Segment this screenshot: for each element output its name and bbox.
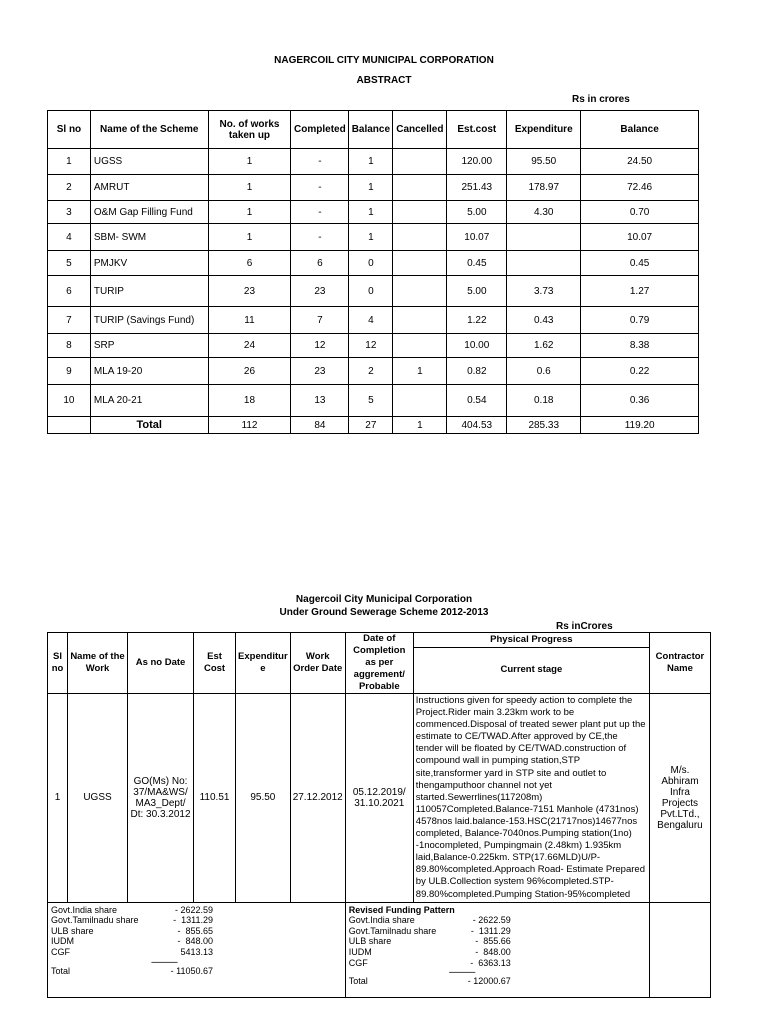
cell-balance-amount: 10.07 bbox=[581, 224, 699, 251]
ugss-header-sl: Sl no bbox=[48, 633, 68, 694]
funding-item bbox=[51, 905, 342, 916]
cell-works: 23 bbox=[208, 276, 291, 307]
cell-works: 1 bbox=[208, 175, 291, 201]
ugss-header-expenditure: Expenditur e bbox=[236, 633, 291, 694]
cell-completed: 6 bbox=[291, 251, 349, 276]
cell-name: MLA 19-20 bbox=[90, 358, 208, 385]
revised-item-value: - 848.00 bbox=[475, 946, 511, 957]
ugss-as-no: GO(Ms) No: 37/MA&WS/ MA3_Dept/ Dt: 30.3.2012 bbox=[128, 694, 194, 903]
revised-funding-title: Revised Funding Pattern bbox=[348, 904, 455, 915]
ugss-header-as-no: As no Date bbox=[128, 633, 194, 694]
cell-works: 1 bbox=[208, 224, 291, 251]
ugss-expenditure: 95.50 bbox=[236, 694, 291, 903]
revised-item-label: IUDM bbox=[348, 946, 372, 957]
cell-expenditure: 3.73 bbox=[507, 276, 581, 307]
revised-item bbox=[349, 926, 646, 937]
cell-est-cost: 251.43 bbox=[447, 175, 507, 201]
cell-balance-amount: 0.45 bbox=[581, 251, 699, 276]
revised-total-label: Total bbox=[348, 976, 368, 987]
cell-cancelled bbox=[393, 307, 447, 334]
cell-cancelled bbox=[393, 149, 447, 175]
cell-balance-amount: 0.70 bbox=[581, 201, 699, 224]
cell-balance-amount: 72.46 bbox=[581, 175, 699, 201]
cell-est-cost: 0.54 bbox=[447, 385, 507, 417]
funding-pattern bbox=[48, 902, 346, 997]
cell-cancelled bbox=[393, 175, 447, 201]
cell-sl: 8 bbox=[48, 334, 91, 358]
cell-est-cost: 120.00 bbox=[447, 149, 507, 175]
abstract-table bbox=[47, 110, 699, 434]
header-scheme: Name of the Scheme bbox=[90, 111, 208, 149]
total-balance: 27 bbox=[349, 417, 393, 434]
cell-sl: 4 bbox=[48, 224, 91, 251]
cell-completed: 13 bbox=[291, 385, 349, 417]
cell-balance: 2 bbox=[349, 358, 393, 385]
cell-works: 6 bbox=[208, 251, 291, 276]
revised-item bbox=[349, 915, 646, 926]
cell-expenditure: 95.50 bbox=[507, 149, 581, 175]
cell-est-cost: 10.00 bbox=[447, 334, 507, 358]
cell-sl: 3 bbox=[48, 201, 91, 224]
cell-expenditure bbox=[507, 251, 581, 276]
cell-sl: 1 bbox=[48, 149, 91, 175]
cell-name: UGSS bbox=[90, 149, 208, 175]
cell-balance: 0 bbox=[349, 276, 393, 307]
ugss-work-order: 27.12.2012 bbox=[290, 694, 345, 903]
cell-cancelled bbox=[393, 201, 447, 224]
funding-item-label: Govt.India share bbox=[51, 904, 118, 915]
total-label: Total bbox=[90, 417, 208, 434]
cell-cancelled bbox=[393, 224, 447, 251]
revised-item-label: Govt.India share bbox=[348, 915, 415, 926]
header-balance: Balance bbox=[349, 111, 393, 149]
cell-sl: 2 bbox=[48, 175, 91, 201]
abstract-row bbox=[48, 334, 699, 358]
cell-name: PMJKV bbox=[90, 251, 208, 276]
abstract-heading: ABSTRACT bbox=[356, 75, 412, 86]
abstract-header-row bbox=[48, 111, 699, 149]
revised-item-value: - 1311.29 bbox=[470, 925, 511, 936]
funding-separator: ------------- bbox=[151, 956, 177, 967]
funding-item-label: IUDM bbox=[51, 936, 74, 947]
cell-works: 26 bbox=[208, 358, 291, 385]
cell-balance: 5 bbox=[349, 385, 393, 417]
abstract-row bbox=[48, 251, 699, 276]
cell-completed: - bbox=[291, 201, 349, 224]
abstract-row bbox=[48, 358, 699, 385]
funding-empty-cell bbox=[649, 902, 710, 997]
ugss-header-est-cost: Est Cost bbox=[194, 633, 236, 694]
cell-expenditure: 0.43 bbox=[507, 307, 581, 334]
ugss-units: Rs inCrores bbox=[556, 621, 613, 632]
cell-est-cost: 5.00 bbox=[447, 276, 507, 307]
ugss-name: UGSS bbox=[68, 694, 128, 903]
cell-completed: - bbox=[291, 224, 349, 251]
funding-item-value: 5413.13 bbox=[180, 946, 213, 957]
revised-item-value: - 855.66 bbox=[475, 936, 511, 947]
revised-item bbox=[349, 936, 646, 947]
cell-est-cost: 5.00 bbox=[447, 201, 507, 224]
abstract-row bbox=[48, 175, 699, 201]
total-est-cost: 404.53 bbox=[447, 417, 507, 434]
cell-sl: 6 bbox=[48, 276, 91, 307]
revised-total-value: - 12000.67 bbox=[467, 976, 511, 987]
cell-works: 1 bbox=[208, 149, 291, 175]
cell-cancelled bbox=[393, 251, 447, 276]
cell-balance: 4 bbox=[349, 307, 393, 334]
cell-sl: 10 bbox=[48, 385, 91, 417]
revised-separator: ------------- bbox=[448, 967, 475, 978]
revised-item-label: CGF bbox=[348, 957, 368, 968]
cell-est-cost: 10.07 bbox=[447, 224, 507, 251]
funding-item-value: - 1311.29 bbox=[173, 915, 213, 926]
cell-completed: - bbox=[291, 175, 349, 201]
cell-name: SRP bbox=[90, 334, 208, 358]
abstract-row bbox=[48, 307, 699, 334]
cell-est-cost: 1.22 bbox=[447, 307, 507, 334]
revised-item-value: - 6363.13 bbox=[470, 957, 511, 968]
cell-name: O&M Gap Filling Fund bbox=[90, 201, 208, 224]
abstract-row bbox=[48, 385, 699, 417]
funding-item-label: ULB share bbox=[51, 925, 94, 936]
header-cancelled: Cancelled bbox=[393, 111, 447, 149]
cell-balance-amount: 0.22 bbox=[581, 358, 699, 385]
abstract-org-title: NAGERCOIL CITY MUNICIPAL CORPORATION bbox=[274, 55, 494, 66]
cell-est-cost: 0.82 bbox=[447, 358, 507, 385]
cell-expenditure bbox=[507, 224, 581, 251]
total-blank-cell bbox=[48, 417, 91, 434]
abstract-units: Rs in crores bbox=[572, 94, 630, 105]
ugss-contractor: M/s. Abhiram Infra Projects Pvt.LTd., Bengaluru bbox=[649, 694, 710, 903]
total-balance-amount: 119.20 bbox=[581, 417, 699, 434]
funding-item-label: CGF bbox=[51, 946, 70, 957]
cell-balance-amount: 8.38 bbox=[581, 334, 699, 358]
cell-cancelled bbox=[393, 276, 447, 307]
cell-completed: 23 bbox=[291, 358, 349, 385]
header-sl: Sl no bbox=[48, 111, 91, 149]
cell-expenditure: 0.6 bbox=[507, 358, 581, 385]
cell-expenditure: 0.18 bbox=[507, 385, 581, 417]
funding-total-value: - 11050.67 bbox=[170, 965, 213, 976]
funding-item-value: - 848.00 bbox=[177, 936, 213, 947]
funding-total-label: Total bbox=[51, 965, 71, 976]
ugss-est-cost: 110.51 bbox=[194, 694, 236, 903]
cell-name: TURIP (Savings Fund) bbox=[90, 307, 208, 334]
cell-name: SBM- SWM bbox=[90, 224, 208, 251]
funding-item bbox=[51, 915, 342, 926]
cell-completed: - bbox=[291, 149, 349, 175]
revised-funding-pattern bbox=[345, 902, 649, 997]
funding-item bbox=[51, 936, 342, 947]
ugss-header-completion: Date of Completion as per aggrement/ Probable bbox=[345, 633, 413, 694]
ugss-header-current-stage: Current stage bbox=[413, 647, 649, 693]
cell-balance: 1 bbox=[349, 224, 393, 251]
ugss-org-title: Nagercoil City Municipal Corporation bbox=[295, 594, 473, 605]
cell-works: 24 bbox=[208, 334, 291, 358]
cell-balance-amount: 0.36 bbox=[581, 385, 699, 417]
cell-est-cost: 0.45 bbox=[447, 251, 507, 276]
cell-expenditure: 178.97 bbox=[507, 175, 581, 201]
cell-sl: 7 bbox=[48, 307, 91, 334]
header-balance-amount: Balance bbox=[581, 111, 699, 149]
abstract-row bbox=[48, 201, 699, 224]
revised-item bbox=[349, 958, 646, 969]
total-works: 112 bbox=[208, 417, 291, 434]
cell-name: MLA 20-21 bbox=[90, 385, 208, 417]
cell-works: 18 bbox=[208, 385, 291, 417]
funding-item-value: - 2622.59 bbox=[174, 904, 213, 915]
header-est-cost: Est.cost bbox=[447, 111, 507, 149]
cell-balance-amount: 1.27 bbox=[581, 276, 699, 307]
header-works: No. of works taken up bbox=[208, 111, 291, 149]
cell-balance: 1 bbox=[349, 175, 393, 201]
cell-cancelled bbox=[393, 385, 447, 417]
ugss-sl: 1 bbox=[48, 694, 68, 903]
cell-works: 11 bbox=[208, 307, 291, 334]
cell-expenditure: 4.30 bbox=[507, 201, 581, 224]
ugss-header-contractor: Contractor Name bbox=[649, 633, 710, 694]
cell-works: 1 bbox=[208, 201, 291, 224]
total-cancelled: 1 bbox=[393, 417, 447, 434]
revised-item-label: ULB share bbox=[348, 936, 392, 947]
cell-completed: 7 bbox=[291, 307, 349, 334]
cell-expenditure: 1.62 bbox=[507, 334, 581, 358]
total-expenditure: 285.33 bbox=[507, 417, 581, 434]
funding-item-label: Govt.Tamilnadu share bbox=[51, 915, 139, 926]
abstract-total-row bbox=[48, 417, 699, 434]
cell-balance-amount: 0.79 bbox=[581, 307, 699, 334]
cell-name: AMRUT bbox=[90, 175, 208, 201]
revised-item bbox=[349, 947, 646, 958]
abstract-row bbox=[48, 276, 699, 307]
ugss-row bbox=[48, 694, 711, 903]
ugss-header-physical-progress: Physical Progress bbox=[413, 633, 649, 648]
ugss-heading: Under Ground Sewerage Scheme 2012-2013 bbox=[279, 607, 489, 618]
header-completed: Completed bbox=[291, 111, 349, 149]
cell-completed: 12 bbox=[291, 334, 349, 358]
cell-balance: 12 bbox=[349, 334, 393, 358]
cell-balance-amount: 24.50 bbox=[581, 149, 699, 175]
cell-name: TURIP bbox=[90, 276, 208, 307]
funding-item bbox=[51, 947, 342, 958]
cell-sl: 9 bbox=[48, 358, 91, 385]
cell-balance: 0 bbox=[349, 251, 393, 276]
ugss-current-stage: Instructions given for speedy action to complete the Project.Rider main 3.23km work to be commenced.Disposal of treated sewer plant put up the estimate to CE/TWAD.After approved by CE,the tender will be floated by CE/TWAD.construction of compound wall in pumping station,STP site,transformer yard in STP site and outlet to thengamputhoor channel not yet started.Sewerrlines(117208m) 110057Completed.Balance-7151 Manhole (4731nos) 4578nos laid.balance-153.HSC(21717nos)14677nos completed, Balance-7040nos.Pumping station(1no) -1nocompleted, Pumpingmain (2.48km) 1.935km laid,Balance-0.225km. STP(17.66MLD)U/P-89.80%completed.Approach Road- Estimate Prepared by ULB.Collection system 96%completed.STP-89.80%completed.Pumping Station-95%completed bbox=[413, 694, 649, 903]
abstract-row bbox=[48, 224, 699, 251]
revised-item-value: - 2622.59 bbox=[472, 915, 511, 926]
cell-balance: 1 bbox=[349, 201, 393, 224]
abstract-row bbox=[48, 149, 699, 175]
ugss-completion: 05.12.2019/ 31.10.2021 bbox=[345, 694, 413, 903]
header-expenditure: Expenditure bbox=[507, 111, 581, 149]
ugss-header-name: Name of the Work bbox=[68, 633, 128, 694]
ugss-header-work-order: Work Order Date bbox=[290, 633, 345, 694]
cell-cancelled bbox=[393, 334, 447, 358]
cell-balance: 1 bbox=[349, 149, 393, 175]
cell-sl: 5 bbox=[48, 251, 91, 276]
cell-completed: 23 bbox=[291, 276, 349, 307]
ugss-table bbox=[47, 632, 711, 998]
revised-item-label: Govt.Tamilnadu share bbox=[348, 925, 437, 936]
cell-cancelled: 1 bbox=[393, 358, 447, 385]
funding-item-value: - 855.65 bbox=[177, 925, 213, 936]
total-completed: 84 bbox=[291, 417, 349, 434]
funding-item bbox=[51, 926, 342, 937]
